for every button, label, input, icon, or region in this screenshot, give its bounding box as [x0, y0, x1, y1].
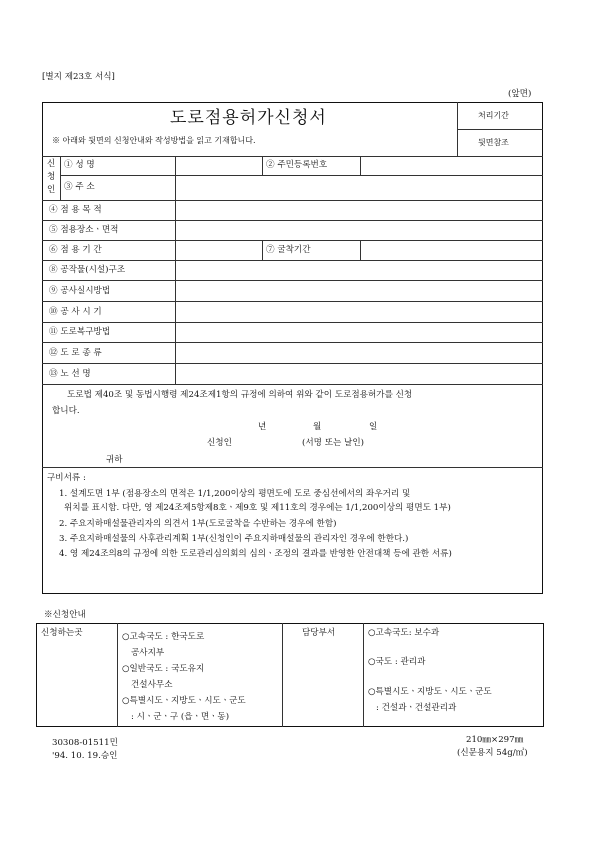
route-name-label: ⑬ 노 선 명: [49, 369, 91, 379]
department-label: 담당부서: [302, 628, 336, 638]
department-item: ○고속국도: 보수과: [368, 628, 440, 638]
applicant-name-label: ① 성 명: [64, 160, 95, 170]
period-label: ⑥ 점 용 기 간: [49, 245, 102, 255]
title-note: ※ 아래와 뒷면의 신청안내와 작성방법을 읽고 기재합니다.: [52, 136, 256, 145]
processing-period-value: 뒷면참조: [478, 138, 509, 147]
structure-field[interactable]: [176, 261, 542, 279]
applicant-name-field[interactable]: [176, 157, 261, 174]
method-field[interactable]: [176, 281, 542, 300]
document-item: 1. 설계도면 1부 (점용장소의 면적은 1/1,200이상의 평면도에 도로 중심선에서의 좌우거리 및: [59, 489, 411, 499]
department-item: ○특별시도ㆍ지방도ㆍ시도ㆍ군도: [368, 687, 492, 697]
applicant-group-label-1: 신: [47, 159, 56, 169]
schedule-label: ⑩ 공 사 시 기: [49, 307, 102, 317]
route-name-field[interactable]: [176, 364, 542, 383]
schedule-field[interactable]: [176, 302, 542, 321]
where-item: ○특별시도ㆍ지방도ㆍ시도ㆍ군도: [122, 696, 246, 706]
excavation-field[interactable]: [361, 241, 542, 259]
declaration-line-2: 합니다.: [52, 406, 80, 416]
document-item: 3. 주요지하매설물의 사후관리계획 1부(신청인이 주요지하매설물의 관리자인 경우에 한한다.): [59, 534, 409, 544]
documents-heading: 구비서류 :: [47, 473, 86, 483]
where-to-apply-label: 신청하는곳: [41, 628, 83, 638]
where-item: : 시ㆍ군ㆍ구 (읍ㆍ면ㆍ동): [131, 712, 230, 722]
paper-size: 210㎜×297㎜: [466, 735, 524, 745]
department-item: : 건설과ㆍ건설관리과: [376, 703, 457, 713]
date-year-label: 년: [258, 422, 267, 432]
place-area-label: ⑤ 점용장소ㆍ면적: [49, 225, 119, 235]
document-item: 위치를 표시함. 다만, 영 제24조제5항제8호ㆍ제9호 및 제11호의 경우에는 1/1,200이상의 평면도 1부): [64, 503, 451, 513]
form-code: 30308-01511민: [52, 738, 118, 748]
form-title: 도로점용허가신청서: [170, 108, 327, 128]
declaration-line-1: 도로법 제40조 및 동법시행령 제24조제1항의 규정에 의하여 위와 같이 도로점용허가를 신청: [67, 390, 413, 400]
where-item: ○고속국도 : 한국도로: [122, 632, 205, 642]
applicant-address-field[interactable]: [176, 176, 542, 199]
where-item: 공사지부: [131, 648, 165, 658]
resident-number-label: ② 주민등록번호: [266, 160, 328, 170]
resident-number-field[interactable]: [361, 157, 542, 174]
form-number: [별지 제23호 서식]: [42, 72, 115, 82]
purpose-label: ④ 점 용 목 적: [49, 205, 102, 215]
road-type-label: ⑫ 도 로 종 류: [49, 348, 102, 358]
date-day-label: 일: [369, 422, 378, 432]
where-item: 건설사무소: [131, 680, 173, 690]
processing-period-label: 처리기간: [478, 111, 509, 120]
method-label: ⑨ 공사실시방법: [49, 286, 111, 296]
department-item: ○국도 : 관리과: [368, 657, 426, 667]
period-field[interactable]: [176, 241, 261, 259]
restoration-field[interactable]: [176, 323, 542, 341]
document-item: 2. 주요지하매설물관리자의 의견서 1부(도로굴착을 수반하는 경우에 한함): [59, 519, 337, 529]
signature-note: (서명 또는 날인): [302, 438, 364, 448]
where-item: ○일반국도 : 국도유지: [122, 664, 205, 674]
applicant-group-label-3: 인: [47, 185, 56, 195]
applicant-group-label-2: 청: [47, 172, 56, 182]
road-type-field[interactable]: [176, 343, 542, 362]
approval-date: '94. 10. 19.승인: [52, 751, 118, 761]
place-area-field[interactable]: [176, 221, 542, 239]
date-month-label: 월: [313, 422, 322, 432]
paper-type: (신문용지 54g/㎡): [457, 748, 528, 758]
restoration-label: ⑪ 도로복구방법: [49, 327, 111, 337]
purpose-field[interactable]: [176, 201, 542, 219]
guide-table: [36, 623, 544, 727]
structure-label: ⑧ 공작물(시설)구조: [49, 265, 126, 275]
applicant-signature-label: 신청인: [207, 438, 232, 448]
document-item: 4. 영 제24조의8의 규정에 의한 도로관리심의회의 심의ㆍ조정의 결과를 반영한 안전대책 등에 관한 서류): [59, 549, 452, 559]
guide-heading: ※신청안내: [44, 610, 86, 620]
recipient-label: 귀하: [106, 455, 123, 465]
page-side-label: (앞면): [508, 89, 532, 99]
applicant-address-label: ③ 주 소: [64, 182, 95, 192]
excavation-label: ⑦ 굴착기간: [266, 245, 311, 255]
